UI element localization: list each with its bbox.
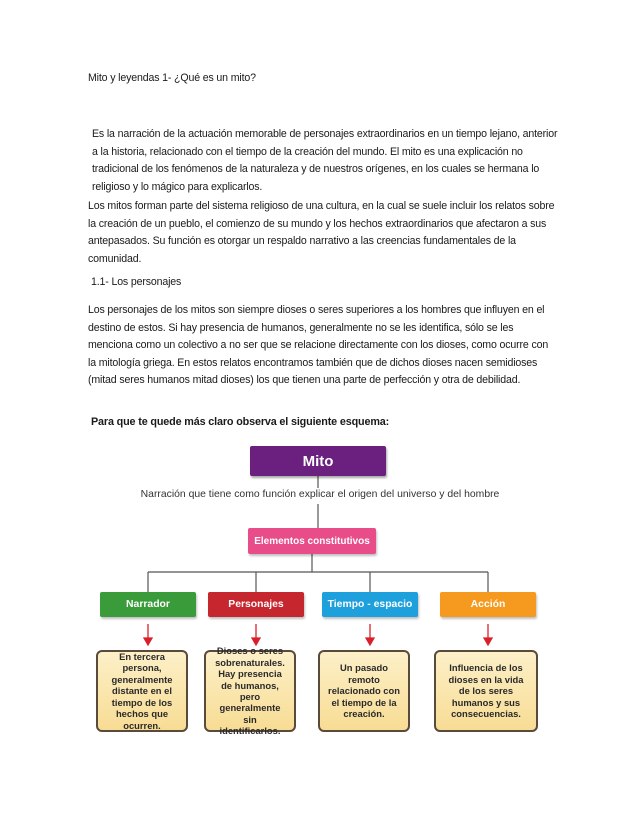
paragraph-1-text: Es la narración de la actuación memorable de personajes extraordinarios en un tiempo lejano, anterior a la historia, relacionado con el tiempo de la creación del mundo. El mito es una explicación no tradicional de los fenómenos de la naturaleza y de nuestros orígenes, en los cuales se hermana lo religioso y lo mágico para explicarlos. [92,128,558,193]
result-accion: Influencia de los dioses en la vida de los seres humanos y sus consecuencias. [434,650,538,732]
mito-description: Narración que tiene como función explicar el origen del universo y del hombre [140,489,500,500]
elementos-box: Elementos constitutivos [248,528,376,554]
mito-box: Mito [250,446,386,476]
category-personajes: Personajes [208,592,304,617]
document-title: Mito y leyendas 1- ¿Qué es un mito? [88,72,256,84]
result-personajes: Dioses o seres sobrenaturales. Hay presencia de humanos, pero generalmente sin identificarlos. [204,650,296,732]
section-heading-text: 1.1- Los personajes [91,276,182,288]
paragraph-3-text: Los personajes de los mitos son siempre dioses o seres superiores a los hombres que influyen en el destino de estos. Si hay presencia de humanos, generalmente no se les identifica, sólo se les menciona como un colectivo a no ser que se relacione directamente con los dioses, como ocurre con la mitología griega. En estos relatos encontramos también que de dichos dioses nacen semidioses (mitad seres humanos mitad dioses) los que tienen una parte de perfección y otra de debilidad. [88,304,549,387]
category-narrador: Narrador [100,592,196,617]
paragraph-2-text: Los mitos forman parte del sistema religioso de una cultura, en la cual se suele incluir los relatos sobre la creación de un pueblo, el comienzo de su mundo y los hechos extraordinarios que afectaron a sus antepasados. Su función es otorgar un respaldo narrativo a las creencias fundamentales de la comunidad. [88,200,555,265]
result-narrador: En tercera persona, generalmente distante en el tiempo de los hechos que ocurren. [96,650,188,732]
category-tiempo-espacio: Tiempo - espacio [322,592,418,617]
category-accion: Acción [440,592,536,617]
schema-intro-text: Para que te quede más claro observa el siguiente esquema: [91,416,390,428]
result-tiempo-espacio: Un pasado remoto relacionado con el tiempo de la creación. [318,650,410,732]
